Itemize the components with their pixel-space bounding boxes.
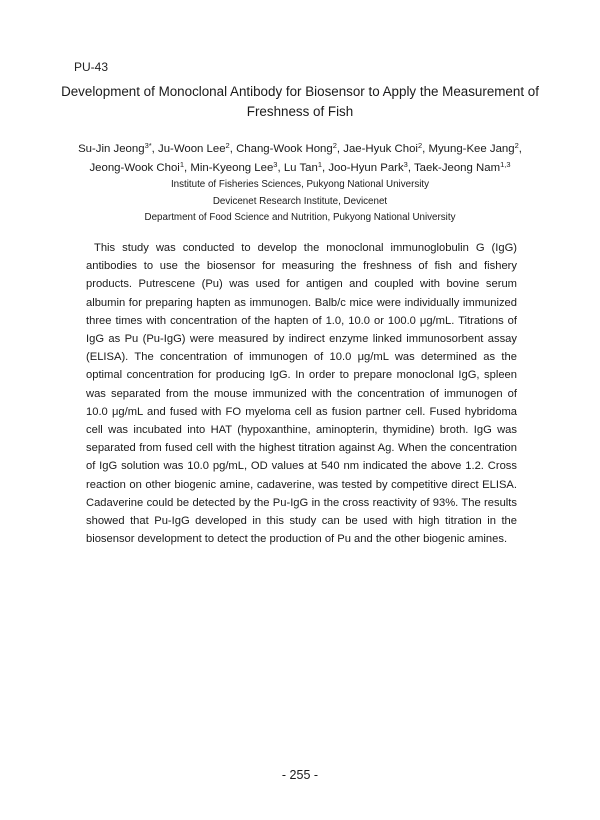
- author-name: Taek-Jeong Nam: [413, 162, 501, 174]
- author-affiliation-mark: 2: [332, 141, 337, 150]
- author: [328, 162, 408, 174]
- author: [236, 143, 337, 155]
- author-affiliation-mark: 1: [317, 160, 322, 169]
- author-affiliation-mark: 3: [403, 160, 408, 169]
- affiliation: Institute of Fisheries Sciences, Pukyong National University: [170, 179, 430, 190]
- author-affiliation-mark: 1,3: [500, 160, 511, 169]
- author-name: Jae-Hyuk Choi: [343, 143, 418, 155]
- author-affiliation-mark: 2: [417, 141, 423, 150]
- author: [284, 162, 322, 174]
- author-name: Ju-Woon Lee: [158, 143, 226, 155]
- affiliation: Devicenet Research Institute, Devicenet: [212, 195, 388, 207]
- affiliation-list: [60, 177, 540, 227]
- author-affiliation-mark: 2: [514, 141, 519, 150]
- author-name: Myung-Kee Jang: [428, 143, 515, 155]
- author-name: Lu Tan: [283, 162, 318, 174]
- poster-code: PU-43: [74, 60, 109, 74]
- author-affiliation-mark: 1: [179, 160, 184, 169]
- author-name: Min-Kyeong Lee: [190, 162, 274, 174]
- author: [89, 162, 184, 174]
- author-list: Su-Jin Jeong$^{3*}$, Ju-Woon Lee$^2$, Chang-Wook Hong$^2$, Jae-Hyuk Choi$^2$, Myung-Kee Jang$^2$, Jeong-Wook Choi$^1$, Min-Kyeong Lee$^3$, Lu Tan$^1$, Joo-Hyun Park$^3$, Taek-Jeong Nam$^{1,3}$: [78, 141, 522, 174]
- paper-title: Development of Monoclonal Antibody for Biosensor to Apply the Measurement of Freshness of Fish: [61, 84, 539, 119]
- author-name: Chang-Wook Hong: [236, 143, 333, 155]
- author: [78, 143, 152, 155]
- page-number: - 255 -: [281, 768, 319, 782]
- author: [414, 162, 511, 174]
- author: [343, 143, 422, 155]
- author: [190, 162, 277, 174]
- author-affiliation-mark: 2: [225, 141, 230, 150]
- affiliation: Department of Food Science and Nutrition, Pukyong National University: [144, 212, 456, 223]
- author: [158, 143, 230, 155]
- author-name: Joo-Hyun Park: [328, 162, 404, 174]
- author-affiliation-mark: 3*: [144, 141, 152, 150]
- author-affiliation-mark: 3: [273, 160, 278, 169]
- author: [428, 143, 518, 155]
- author-name: Su-Jin Jeong: [78, 143, 145, 155]
- author-name: Jeong-Wook Choi: [89, 162, 180, 174]
- abstract-text: This study was conducted to develop the monoclonal immunoglobulin G (IgG) antibodies to use the biosensor for measuring the freshness of fish and fishery products. Putrescene (Pu) was used for antigen and coupled with bovine serum albumin for preparing hapten as immunogen. Balb/c mice were individually immunized three times with concentration of the hapten of 1.0, 10.0 or 100.0 μg/mL. Titrations of IgG as Pu (Pu-IgG) were measured by indirect enzyme linked immunosorbent assay (ELISA). The concentration of immunogen of 10.0 μg/mL was determined as the optimal concentration for producing IgG. In order to prepare monoclonal IgG, spleen was separated from the mouse immunized with the concentration of immunogen of 10.0 μg/mL and fused with FO myeloma cell as fusion partner cell. Fused hybridoma cell was incubated into HAT (hypoxanthine, aminopterin, thymidine) broth. IgG was separated from fused cell with the highest titration against Ag. When the concentration of IgG solution was 10.0 pg/mL, OD values at 540 nm indicated the above 1.2. Cross reaction on other biogenic amine, cadaverine, was tested by competitive direct ELISA. Cadaverine could be detected by the Pu-IgG in the cross reactivity of 93%. The results showed that Pu-IgG developed in this study can be used with high titration in the biosensor development to detect the production of Pu and the other biogenic amines.: [86, 242, 517, 546]
